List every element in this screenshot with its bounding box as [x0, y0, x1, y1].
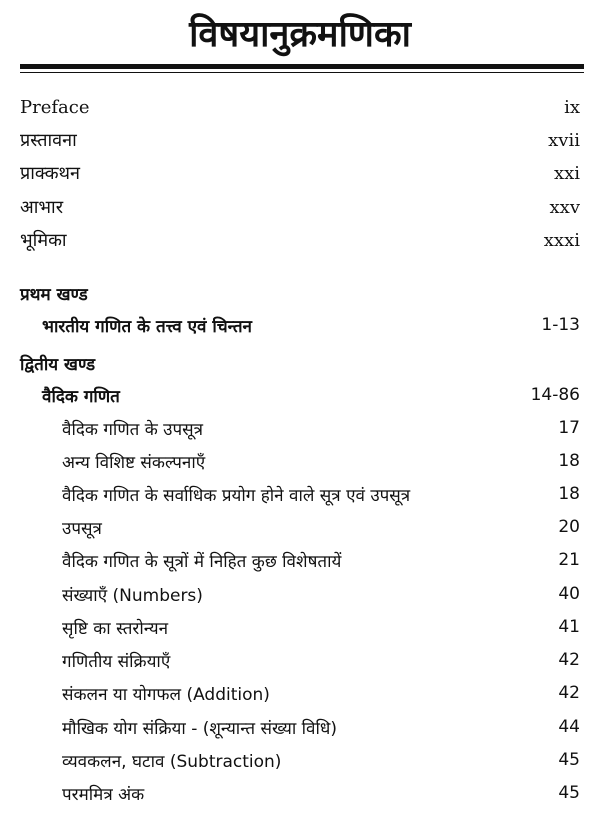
toc-entry-label: अन्य विशिष्ट संकल्पनाएँ [62, 452, 206, 473]
toc-entry-page: 14-86 [530, 385, 580, 405]
toc-entry-page: 41 [558, 617, 580, 637]
toc-subentry [62, 412, 580, 444]
toc-subentry [62, 777, 580, 809]
toc-subentry [62, 744, 580, 776]
toc-chapter-part2 [42, 379, 580, 411]
title-rule-thick [20, 64, 584, 69]
toc-entry-prakkathan [20, 157, 580, 189]
toc-entry-page: 45 [558, 750, 580, 770]
title-rule-thin [20, 72, 584, 73]
toc-subentry [62, 644, 580, 676]
toc-entry-page: 17 [558, 418, 580, 438]
section-heading-label: प्रथम खण्ड [20, 284, 88, 305]
section-heading-part1 [20, 277, 580, 309]
toc-entry-page: 44 [558, 717, 580, 737]
toc-entry-page: xxi [553, 162, 580, 184]
toc-entry-label: सृष्टि का स्तरोन्यन [62, 618, 169, 639]
toc-subentry [62, 511, 580, 543]
toc-entry-page: 18 [558, 484, 580, 504]
toc-entry-label: संकलन या योगफल (Addition) [62, 684, 270, 705]
toc-entry-bhoomika [20, 224, 580, 256]
page-title: विषयानुक्रमणिका [189, 14, 411, 55]
toc-subentry [62, 578, 580, 610]
toc-entry-page: xxxi [543, 229, 580, 251]
toc-entry-label: Preface [20, 96, 90, 118]
toc-entry-label: व्यवकलन, घटाव (Subtraction) [62, 751, 282, 772]
toc-entry-page: ix [564, 96, 580, 118]
toc-chapter-part1 [42, 309, 580, 341]
section-heading-label: द्वितीय खण्ड [20, 354, 96, 375]
toc-entry-page: xvii [548, 129, 580, 151]
toc-entry-label: आभार [20, 197, 64, 218]
toc-entry-page: 40 [558, 584, 580, 604]
toc-entry-label: संख्याएँ (Numbers) [62, 585, 203, 606]
toc-entry-label: प्राक्कथन [20, 163, 81, 184]
toc-entry-page: 42 [558, 650, 580, 670]
toc-entry-page: 1-13 [541, 315, 580, 335]
toc-entry-preface [20, 91, 580, 123]
toc-entry-label: भूमिका [20, 230, 67, 251]
toc-entry-aabhaar [20, 191, 580, 223]
toc-subentry [62, 445, 580, 477]
toc-entry-page: 21 [558, 550, 580, 570]
toc-subentry [62, 711, 580, 743]
toc-entry-page: xxv [549, 196, 580, 218]
toc-entry-label: वैदिक गणित के उपसूत्र [62, 419, 204, 440]
toc-subentry [62, 611, 580, 643]
toc-entry-label: वैदिक गणित के सूत्रों में निहित कुछ विशेषतायें [62, 551, 342, 572]
toc-entry-page: 18 [558, 451, 580, 471]
toc-subentry [62, 544, 580, 576]
toc-entry-label: परममित्र अंक [62, 784, 145, 805]
toc-entry-label: गणितीय संक्रियाएँ [62, 651, 171, 672]
toc-entry-label: उपसूत्र [62, 518, 102, 539]
toc-subentry [62, 677, 580, 709]
toc-entry-label: मौखिक योग संक्रिया - (शून्यान्त संख्या विधि) [62, 718, 337, 739]
toc-subentry [62, 478, 580, 510]
toc-entry-label: प्रस्तावना [20, 130, 77, 151]
toc-entry-page: 42 [558, 683, 580, 703]
section-heading-part2 [20, 347, 580, 379]
toc-entry-page: 45 [558, 783, 580, 803]
toc-entry-prastavana [20, 124, 580, 156]
toc-entry-label: वैदिक गणित [42, 386, 120, 407]
toc-entry-page: 20 [558, 517, 580, 537]
toc-entry-label: वैदिक गणित के सर्वाधिक प्रयोग होने वाले सूत्र एवं उपसूत्र [62, 485, 411, 506]
toc-entry-label: भारतीय गणित के तत्त्व एवं चिन्तन [42, 316, 252, 337]
